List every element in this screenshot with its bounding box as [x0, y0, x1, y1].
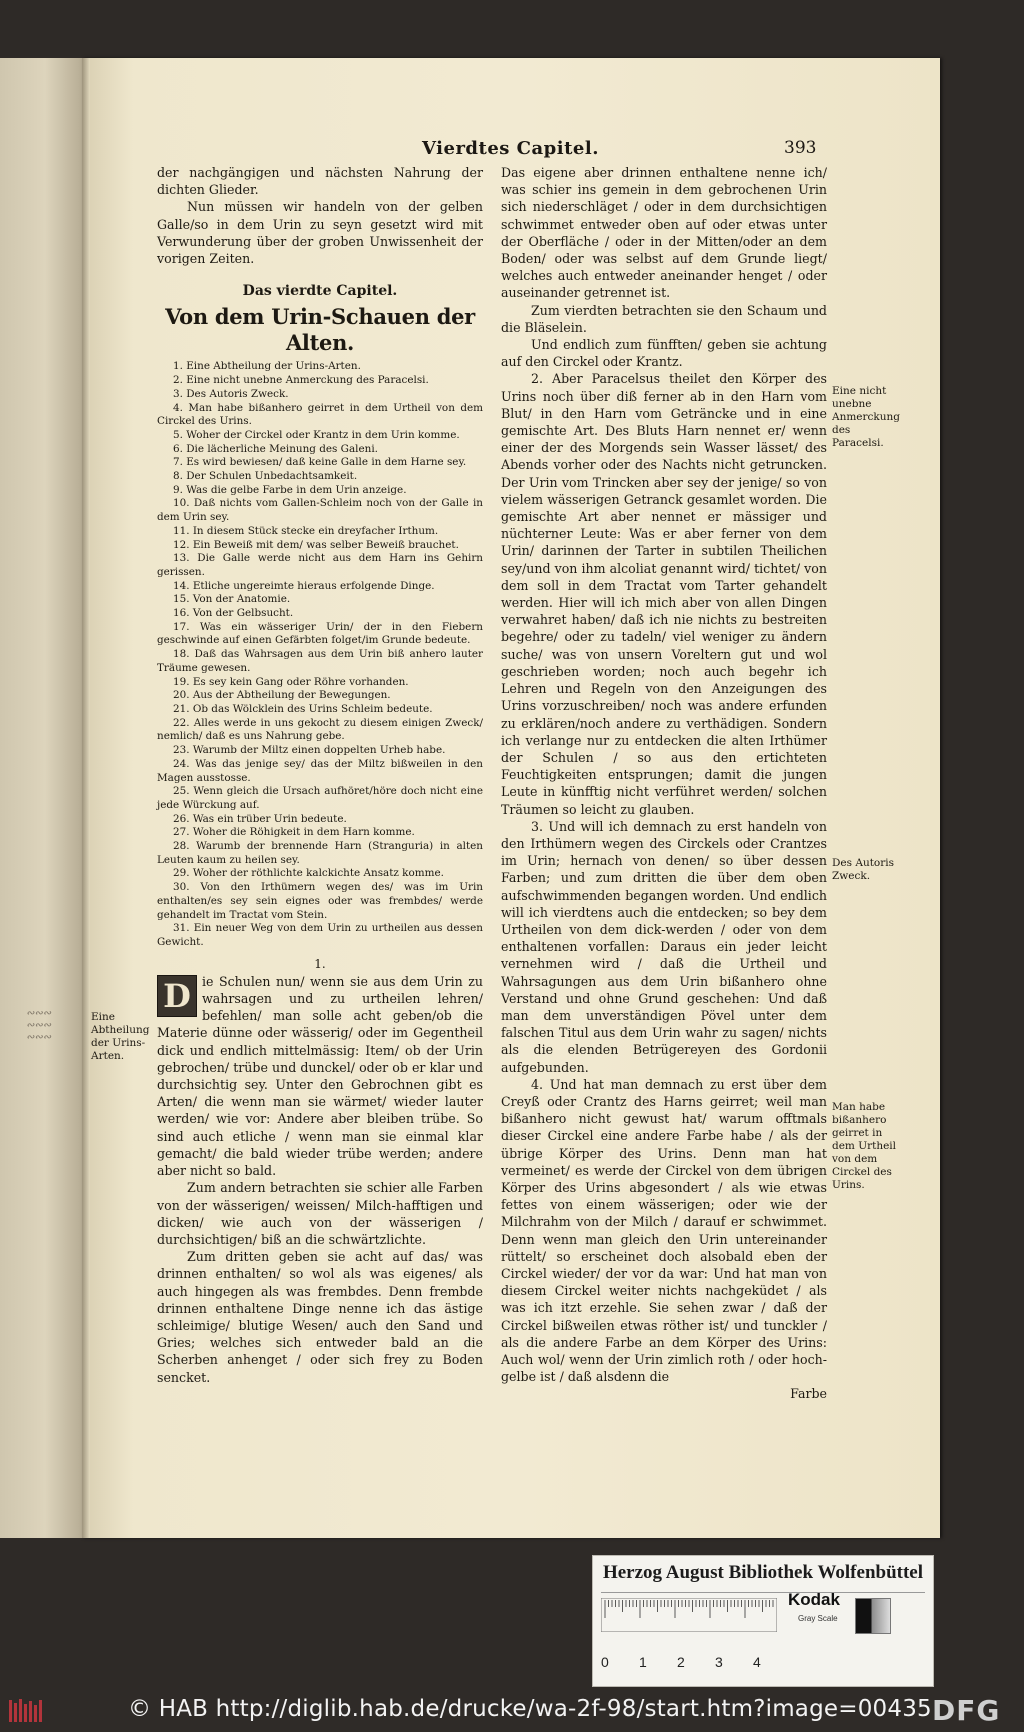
summary-item: 23. Warumb der Miltz einen doppelten Urheb habe. — [173, 744, 446, 757]
paragraph-text: ie Schulen nun/ wenn sie aus dem Urin zu wahrsagen und zu urtheilen lehren/ befehlen/ man solle acht geben/ob die Materie dünne oder wässerig/ oder im Gegentheil dick und endlich mittelmässig: Item/ ob der Urin gebrochen/ trübe und dunckel/ oder ob er klar und durchsichtig sey. Unter den Gebrochnen gibt es Arten/ die wenn man sie wärmet/ wieder lauter werden/ wie vor: Andere aber bleiben trübe. So sind auch etliche / wenn man sie einmal klar gemacht/ die bald wieder trübe werden; andere aber nicht so bald. — [157, 973, 483, 1179]
chapter-title: Von dem Urin-Schauen der Alten. — [165, 304, 475, 356]
chapter-label: Das vierdte Capitel. — [242, 283, 398, 300]
copyright-url[interactable]: © HAB http://diglib.hab.de/drucke/wa-2f-98/start.htm?image=00435 — [128, 1696, 932, 1722]
summary-item: 20. Aus der Abtheilung der Bewegungen. — [173, 689, 391, 702]
summary-item: 19. Es sey kein Gang oder Röhre vorhanden. — [173, 675, 409, 688]
paragraph: Zum andern betrachten sie schier alle Farben von der wässerigen/ weissen/ Milch-hafftigen und dicken/ wie auch von der wässerigen / durchsichtigen/ biß an die schwärtzlichte. — [157, 1180, 483, 1247]
summary-item: 2. Eine nicht unebne Anmerckung des Paracelsi. — [173, 374, 429, 387]
catchword: Farbe — [790, 1386, 827, 1402]
summary-item: 3. Des Autoris Zweck. — [173, 387, 289, 400]
paragraph — [157, 973, 483, 1179]
summary-item: 7. Es wird bewiesen/ daß keine Galle in dem Harne sey. — [173, 456, 467, 469]
intro-paragraph: Nun müssen wir handeln von der gelben Galle/so in dem Urin zu seyn gesetzt wird mit Verwunderung über der groben Unwissenheit der vorigen Zeiten. — [157, 199, 483, 267]
margin-note: Des Autoris Zweck. — [832, 857, 895, 882]
summary-item: 24. Was das jenige sey/ das der Miltz bißweilen in den Magen ausstosse. — [157, 757, 483, 784]
ruler-number: 3 — [715, 1654, 723, 1670]
summary-item: 28. Warumb der brennende Harn (Stranguria) in alten Leuten kaum zu heilen sey. — [157, 840, 483, 866]
library-color-card — [592, 1555, 934, 1687]
paragraph: Zum dritten geben sie acht auf das/ was drinnen enthalten/ so wol als was eigenes/ als auch hingegen als was frembdes. Denn frembde drinnen enthaltene Dinge nenne ich das ästige schleimige/ blutige Wesen/ auch den Sand und Gries; welches sich entweder bald an die Scherben anhenget / oder sich frey zu Boden sencket. — [157, 1249, 483, 1385]
dfg-logo: DFG — [932, 1694, 1001, 1727]
summary-item: 25. Wenn gleich die Ursach aufhöret/höre doch nicht eine jede Würckung auf. — [157, 785, 483, 811]
summary-item: 11. In diesem Stück stecke ein dreyfacher Irthum. — [173, 524, 439, 537]
ruler-number: 1 — [639, 1654, 647, 1670]
summary-item: 30. Von den Irthümern wegen des/ was im Urin enthalten/es sey sein eignes oder was frembdes/ werde gehandelt im Tractat vom Stein. — [157, 881, 483, 921]
ruler-scale — [601, 1598, 777, 1632]
margin-note: Man habe bißanhero geirret in dem Urtheil von dem Circkel des Urins. — [832, 1101, 897, 1191]
page-gutter — [82, 58, 90, 1538]
chapter-summary-list — [157, 360, 483, 949]
summary-item: 4. Man habe bißanhero geirret in dem Urtheil von dem Circkel des Urins. — [157, 401, 483, 428]
summary-item: 13. Die Galle werde nicht aus dem Harn ins Gehirn gerissen. — [157, 552, 483, 578]
paragraph: Zum vierdten betrachten sie den Schaum und die Bläselein. — [501, 302, 827, 335]
left-column — [157, 164, 483, 1386]
previous-page-edge — [0, 58, 82, 1538]
kodak-brand: Kodak — [788, 1590, 840, 1609]
divider — [601, 1592, 925, 1593]
library-name: Herzog August Bibliothek Wolfenbüttel — [602, 1562, 924, 1583]
summary-item: 8. Der Schulen Unbedachtsamkeit. — [173, 470, 358, 483]
section-number: 1. — [314, 956, 326, 971]
ruler-number: 4 — [753, 1654, 761, 1670]
summary-item: 6. Die lächerliche Meinung des Galeni. — [173, 442, 378, 455]
decorated-initial: D — [157, 975, 197, 1017]
paragraph: Und endlich zum fünfften/ geben sie achtung auf den Circkel oder Krantz. — [501, 337, 827, 370]
summary-item: 22. Alles werde in uns gekocht zu diesem einigen Zweck/ nemlich/ daß es uns Nahrung gebe. — [157, 716, 483, 743]
bleed-through-text: ∾∾∾ ∾∾∾ ∾∾∾ — [26, 1008, 52, 1043]
summary-item: 29. Woher der röthlichte kalckichte Ansatz komme. — [173, 867, 444, 880]
hab-logo-icon — [8, 1698, 44, 1724]
summary-item: 12. Ein Beweiß mit dem/ was selber Beweiß brauchet. — [173, 538, 459, 551]
right-column — [501, 164, 827, 1403]
summary-item: 14. Etliche ungereimte hieraus erfolgende Dinge. — [173, 579, 435, 592]
gray-scale-label: Gray Scale — [798, 1614, 838, 1623]
paragraph: Das eigene aber drinnen enthaltene nenne ich/ was schier ins gemein in dem gebrochenen Urin sich niederschläget / oder in dem durchsichtigen schwimmet entweder oben auf oder etwas unter der Oberfläche / oder in der Mitten/oder an dem Boden/ oder was selbst auf dem Grunde liegt/ welches auch entweder aneinander henget / oder auseinander getrennet ist. — [501, 165, 827, 301]
summary-item: 15. Von der Anatomie. — [173, 593, 291, 606]
gray-scale-chip — [855, 1598, 891, 1634]
summary-item: 16. Von der Gelbsucht. — [173, 607, 294, 620]
paragraph: 3. Und will ich demnach zu erst handeln von den Irthümern wegen des Circkels oder Crantzes im Urin; hernach von denen/ so über dessen Farben; und zum dritten die über dem oben aufschwimmenden begangen worden. Und endlich will ich vierdtens auch die entdecken; so bey dem Urtheilen von dem dick-werden / oder von dem enthaltenen vorfallen: Daraus ein jeder leicht vernehmen wird / daß die Urtheil und Wahrsagungen aus dem Urin bißanhero ohne Verstand und ohne Grund geschehen: Und daß man dem unverständigen Pövel unter dem falschen Titul aus dem Urin wahr zu sagen/ nichts als die elenden Betrügereyen des Gordonii aufgebunden. — [501, 818, 827, 1075]
summary-item: 18. Daß das Wahrsagen aus dem Urin biß anhero lauter Träume gewesen. — [157, 648, 483, 674]
summary-item: 1. Eine Abtheilung der Urins-Arten. — [173, 360, 361, 373]
paragraph: 4. Und hat man demnach zu erst über dem Creyß oder Crantz des Harns geirret; weil man bißanhero nicht gewust hat/ warum offtmals dieser Circkel eine andere Farbe habe / als der übrige Körper des Urins. Denn man hat vermeinet/ es werde der Circkel von dem übrigen Körper des Urins abgesondert / als wie etwas fettes von einem wässerigen; oder wie der Milchrahm von der Milch / darauf er schwimmet. Denn wenn man gleich den Urin untereinander rüttelt/ so erscheinet doch alsobald eben der Circkel wieder/ der vor da war: Und hat man von diesem Circkel weiter nichts nachgeküdet / als was ich itzt erzehle. Sie sehen zwar / daß der Circkel bißweilen etwas röther ist/ und tunckler / als die andere Farbe an dem Körper des Urins: Auch wol/ wenn der Urin zimlich roth / oder hoch-gelbe ist / daß alsdenn die — [501, 1076, 827, 1385]
page-number: 393 — [784, 138, 817, 158]
paragraph: 2. Aber Paracelsus theilet den Körper des Urins noch über diß ferner ab in den Harn vom Blut/ in den Harn vom Geträncke und in eine gemischte Art. Des Bluts Harn nennet er/ wenn einer der des Morgends sein Wasser lässet/ des Abends vorher oder des Nachts nicht getruncken. Der Urin vom Trincken aber sey der jenige/ so von vielem wässerigen Getranck gesamlet worden. Die gemischte Art aber nennet er mässiger und nüchterner Leute: Was er aber ferner von dem Urin/ darinnen der Tarter in subtilen Theilichen sey/und von ihm alcoliat genannt wird/ tichtet/ von dem soll in dem Tractat vom Tarter gehandelt werden. Hier will ich mich aber von allen Dingen verwahret haben/ daß ich nie nichts zu bestreiten begehre/ oder zu tadeln/ viel weniger zu ändern suche/ was von unsern Voreltern gut und wol geschrieben worden; noch auch begehr ich Lehren und Regeln von den Anzeigungen des Urins vorzuschreiben/ noch was andere erfunden zu erklären/noch andere zu verthädigen. Sondern ich verlange nur zu entdecken die alten Irthümer der Schulen / so aus den ertichteten Feuchtigkeiten entsprungen; damit die jungen Leute in künfftig nicht verführet werden/ solchen Träumen so leicht zu glauben. — [501, 371, 827, 817]
summary-item: 21. Ob das Wölcklein des Urins Schleim bedeute. — [173, 703, 433, 715]
summary-item: 9. Was die gelbe Farbe in dem Urin anzeige. — [173, 483, 407, 496]
summary-item: 10. Daß nichts vom Gallen-Schleim noch von der Galle in dem Urin sey. — [157, 497, 483, 524]
ruler-number: 0 — [601, 1654, 609, 1670]
running-head: Vierdtes Capitel. — [422, 138, 599, 159]
ruler-number: 2 — [677, 1654, 685, 1670]
summary-item: 17. Was ein wässeriger Urin/ der in den Fiebern geschwinde auf einen Gefärbten folget/im Grunde bedeute. — [157, 620, 483, 647]
intro-continuation: der nachgängigen und nächsten Nahrung der dichten Glieder. — [157, 165, 483, 198]
margin-note: Eine nicht unebne Anmerckung des Paracelsi. — [832, 385, 901, 449]
summary-item: 27. Woher die Röhigkeit in dem Harn komme. — [173, 826, 415, 839]
summary-item: 5. Woher der Circkel oder Krantz in dem Urin komme. — [173, 428, 460, 441]
summary-item: 26. Was ein trüber Urin bedeute. — [173, 812, 347, 825]
summary-item: 31. Ein neuer Weg von dem Urin zu urtheilen aus dessen Gewicht. — [157, 922, 483, 948]
margin-note: Eine Abtheilung der Urins-Arten. — [91, 1011, 150, 1062]
